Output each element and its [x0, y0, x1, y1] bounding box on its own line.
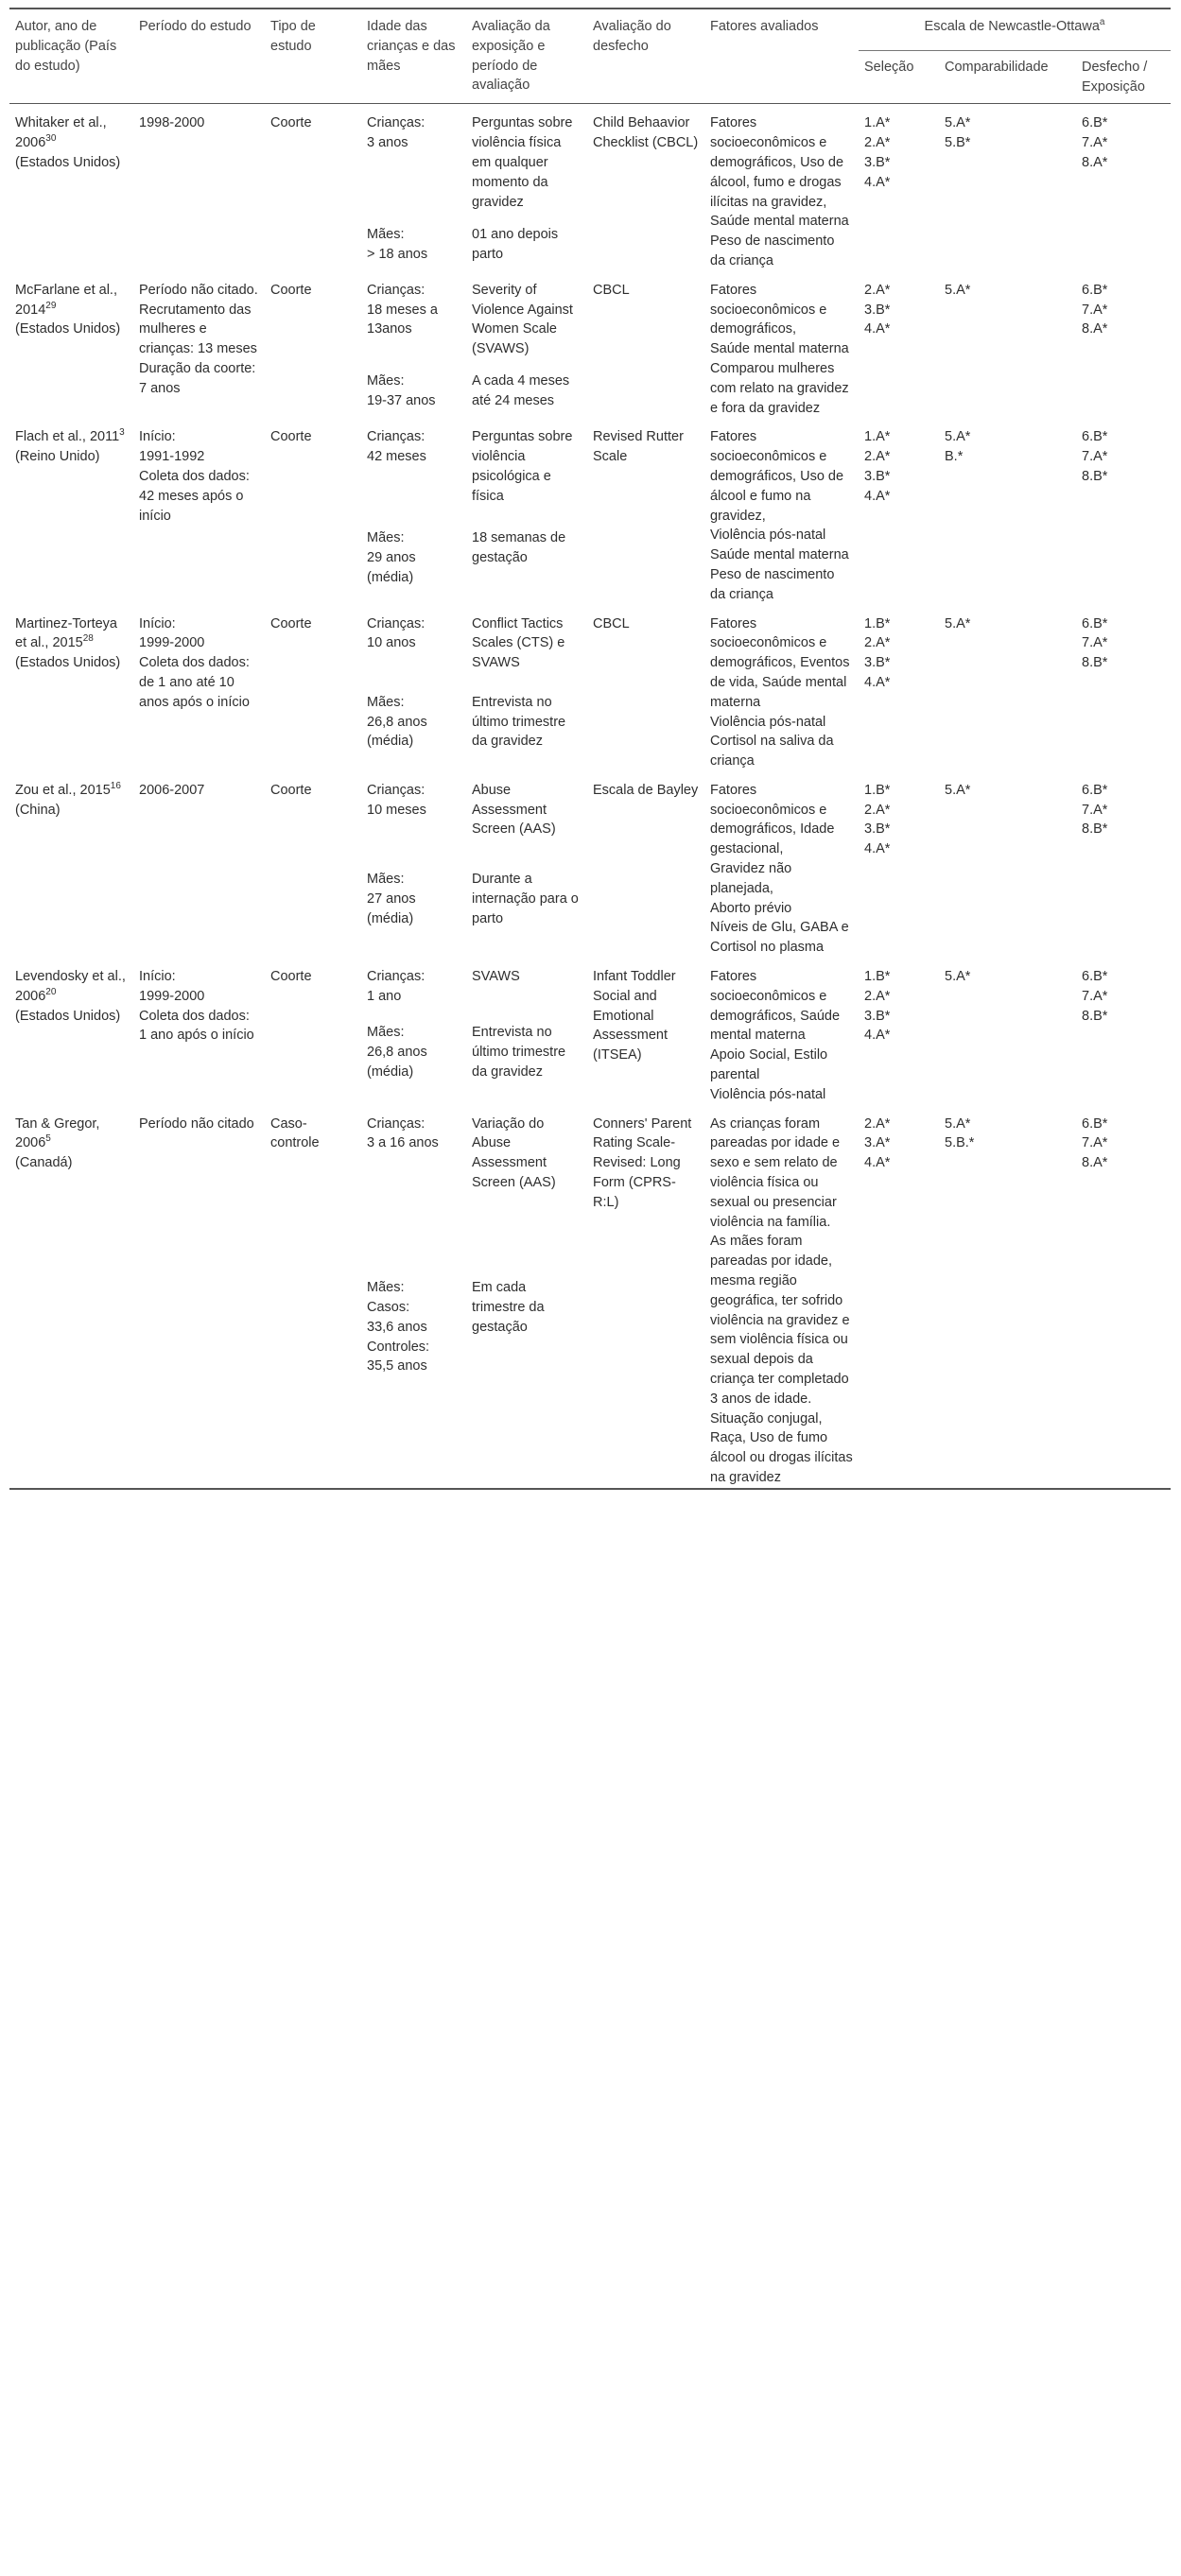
author-text: Whitaker et al., 2006: [15, 115, 107, 151]
cell-author: [9, 958, 133, 1105]
cell-exposure-children: Severity of Violence Against Women Scale (SVAWS): [472, 282, 573, 357]
cell-comparability: 5.A*: [945, 282, 971, 298]
header-comparability: Comparabilidade: [945, 59, 1049, 75]
newcastle-ottawa-table: [9, 8, 1171, 1490]
cell-exposure-children: Perguntas sobre violência psicológica e física: [472, 429, 573, 504]
header-scale-footnote-mark: a: [1099, 17, 1105, 28]
cell-outcome-exposure: 6.B* 7.A* 8.B*: [1082, 429, 1108, 484]
cell-comparability: 5.A*: [945, 615, 971, 631]
cell-mothers-age: Mães: Casos: 33,6 anos Controles: 35,5 anos: [361, 1278, 466, 1489]
cell-outcome: CBCL: [593, 615, 630, 631]
cell-outcome-exposure: 6.B* 7.A* 8.A*: [1082, 282, 1108, 337]
table-row: [9, 1105, 1171, 1279]
cell-period: Início: 1999-2000 Coleta dos dados: 1 ano após o início: [139, 969, 254, 1044]
header-author: Autor, ano de publicação (País do estudo): [9, 9, 133, 104]
reference-number: 5: [45, 1133, 51, 1145]
cell-period: Período não citado: [133, 1105, 265, 1489]
author-text: Levendosky et al., 2006: [15, 969, 126, 1004]
author-text: Flach et al., 2011: [15, 429, 120, 445]
cell-comparability: 5.A*: [945, 782, 971, 798]
author-country: (Estados Unidos): [15, 154, 121, 170]
cell-exposure-children: SVAWS: [472, 969, 520, 985]
header-exposure: Avaliação da exposição e período de avaliação: [466, 9, 587, 104]
cell-mothers-age: Mães: 26,8 anos (média): [367, 1025, 427, 1080]
cell-author: [9, 1105, 133, 1489]
author-text: Tan & Gregor, 2006: [15, 1115, 100, 1151]
author-text: McFarlane et al., 2014: [15, 282, 117, 318]
cell-study-type: Coorte: [270, 115, 312, 131]
cell-outcome: Conners' Parent Rating Scale-Revised: Long Form (CPRS-R:L): [587, 1105, 704, 1489]
cell-exposure-mothers: Durante a internação para o parto: [472, 872, 579, 926]
cell-factors: As crianças foram pareadas por idade e sexo e sem relato de violência física ou sexual ou presenciar violência na família. As mães foram pareadas por idade, mesma região geográfica, ter sofrido violência na gravidez e sem violência física ou sexual depois da criança ter completado 3 anos de idade. Situação conjugal, Raça, Uso de fumo álcool ou drogas ilícitas na gravidez: [704, 1105, 859, 1489]
reference-number: 3: [119, 427, 125, 439]
table-row: [9, 958, 1171, 1023]
cell-study-type: Coorte: [270, 615, 312, 631]
cell-mothers-age: Mães: 19-37 anos: [367, 372, 436, 408]
cell-children-age: Crianças: 1 ano: [367, 969, 426, 1004]
cell-period: 2006-2007: [139, 782, 205, 798]
cell-exposure-mothers: Entrevista no último trimestre da gravidez: [472, 1025, 566, 1080]
cell-factors: Fatores socioeconômicos e demográficos, Eventos de vida, Saúde mental materna Violência pós-natal Cortisol na saliva da criança: [710, 615, 850, 769]
cell-study-type: Coorte: [270, 429, 312, 445]
cell-exposure-mothers: 18 semanas de gestação: [472, 529, 566, 565]
cell-exposure-children: Perguntas sobre violência física em qualquer momento da gravidez: [472, 115, 573, 210]
cell-exposure-mothers: 01 ano depois parto: [472, 226, 559, 262]
header-scale-label: Escala de Newcastle-Ottawa: [924, 19, 1100, 34]
cell-period: 1998-2000: [139, 115, 205, 131]
cell-author: [9, 771, 133, 958]
cell-factors: Fatores socioeconômicos e demográficos, Uso de álcool e fumo na gravidez, Violência pós-natal Saúde mental materna Peso de nascimento da criança: [710, 429, 849, 602]
cell-selection: 2.A* 3.B* 4.A*: [864, 282, 891, 337]
author-country: (Estados Unidos): [15, 655, 121, 671]
cell-study-type: Caso-controle: [265, 1105, 361, 1489]
header-newcastle-ottawa-scale: [859, 9, 1171, 50]
header-outcome-exposure: Desfecho / Exposição: [1082, 59, 1148, 95]
reference-number: 29: [45, 300, 57, 311]
author-country: (China): [15, 802, 61, 818]
cell-exposure-mothers: Entrevista no último trimestre da gravidez: [472, 694, 566, 750]
header-outcome: Avaliação do desfecho: [587, 9, 704, 104]
author-country: (Estados Unidos): [15, 1008, 121, 1024]
table-row: [9, 771, 1171, 870]
author-country: (Reino Unido): [15, 449, 100, 465]
cell-exposure-mothers: Em cada trimestre da gestação: [466, 1278, 587, 1489]
cell-outcome: Revised Rutter Scale: [593, 429, 684, 465]
reference-number: 30: [45, 133, 57, 145]
table-row: [9, 605, 1171, 693]
cell-period: Início: 1999-2000 Coleta dos dados: de 1 ano até 10 anos após o início: [139, 615, 250, 710]
cell-mothers-age: Mães: > 18 anos: [367, 226, 428, 262]
cell-factors: Fatores socioeconômicos e demográficos, Saúde mental materna Comparou mulheres com relato na gravidez e fora da gravidez: [710, 282, 849, 416]
cell-period: Período não citado. Recrutamento das mulheres e crianças: 13 meses Duração da coorte: 7 anos: [139, 282, 258, 396]
author-country: (Canadá): [15, 1155, 73, 1171]
table-row: [9, 271, 1171, 372]
header-age: Idade das crianças e das mães: [361, 9, 466, 104]
cell-comparability: 5.A* 5.B*: [945, 115, 971, 151]
cell-outcome: Infant Toddler Social and Emotional Assessment (ITSEA): [593, 969, 676, 1063]
cell-selection: 1.B* 2.A* 3.B* 4.A*: [864, 782, 891, 857]
cell-factors: Fatores socioeconômicos e demográficos, Idade gestacional, Gravidez não planejada, Aborto prévio Níveis de Glu, GABA e Cortisol no plasma: [710, 782, 849, 956]
cell-comparability: 5.A*: [945, 969, 971, 985]
cell-selection: 2.A* 3.A* 4.A*: [859, 1105, 939, 1489]
cell-exposure-children: Variação do Abuse Assessment Screen (AAS): [472, 1115, 556, 1191]
reference-number: 20: [45, 987, 57, 998]
cell-selection: 1.B* 2.A* 3.B* 4.A*: [864, 969, 891, 1044]
cell-children-age: Crianças: 10 meses: [367, 782, 426, 818]
header-period: Período do estudo: [133, 9, 265, 104]
table-row: [9, 104, 1171, 225]
cell-period: Início: 1991-1992 Coleta dos dados: 42 meses após o início: [139, 429, 250, 524]
cell-outcome-exposure: 6.B* 7.A* 8.A*: [1082, 115, 1108, 170]
cell-study-type: Coorte: [270, 282, 312, 298]
reference-number: 28: [82, 633, 94, 645]
cell-author: [9, 271, 133, 419]
cell-outcome: Escala de Bayley: [593, 782, 699, 798]
author-text: Martinez-Torteya et al., 2015: [15, 615, 117, 651]
cell-outcome: Child Behaavior Checklist (CBCL): [593, 115, 699, 151]
cell-selection: 1.B* 2.A* 3.B* 4.A*: [864, 615, 891, 690]
cell-factors: Fatores socioeconômicos e demográficos, Saúde mental materna Apoio Social, Estilo parental Violência pós-natal: [710, 969, 841, 1102]
author-text: Zou et al., 2015: [15, 782, 111, 798]
cell-outcome-exposure: 6.B* 7.A* 8.B*: [1082, 615, 1108, 671]
cell-outcome-exposure: 6.B* 7.A* 8.B*: [1082, 782, 1108, 838]
cell-study-type: Coorte: [270, 782, 312, 798]
table-body: [9, 104, 1171, 1489]
table-row: [9, 418, 1171, 528]
cell-exposure-children: Conflict Tactics Scales (CTS) e SVAWS: [472, 615, 565, 671]
cell-study-type: Coorte: [270, 969, 312, 985]
cell-author: [9, 605, 133, 771]
cell-mothers-age: Mães: 27 anos (média): [367, 872, 416, 926]
cell-outcome-exposure: 6.B* 7.A* 8.A*: [1076, 1105, 1171, 1489]
cell-children-age: Crianças: 10 anos: [367, 615, 426, 651]
author-country: (Estados Unidos): [15, 321, 121, 337]
cell-factors: Fatores socioeconômicos e demográficos, Uso de álcool, fumo e drogas ilícitas na gravidez, Saúde mental materna Peso de nascimento da criança: [710, 115, 849, 268]
cell-outcome-exposure: 6.B* 7.A* 8.B*: [1082, 969, 1108, 1024]
cell-children-age: Crianças: 3 a 16 anos: [367, 1115, 439, 1151]
cell-selection: 1.A* 2.A* 3.B* 4.A*: [864, 115, 891, 190]
cell-selection: 1.A* 2.A* 3.B* 4.A*: [864, 429, 891, 504]
header-selection: Seleção: [864, 59, 914, 75]
header-study-type: Tipo de estudo: [265, 9, 361, 104]
header-factors: Fatores avaliados: [704, 9, 859, 104]
cell-author: [9, 104, 133, 271]
cell-exposure-mothers: A cada 4 meses até 24 meses: [472, 372, 570, 408]
cell-children-age: Crianças: 18 meses a 13anos: [367, 282, 438, 337]
cell-children-age: Crianças: 3 anos: [367, 115, 426, 151]
cell-mothers-age: Mães: 26,8 anos (média): [367, 694, 427, 750]
table-header: [9, 9, 1171, 104]
cell-author: [9, 418, 133, 604]
cell-comparability: 5.A* 5.B.*: [939, 1105, 1076, 1489]
cell-comparability: 5.A* B.*: [945, 429, 971, 465]
cell-children-age: Crianças: 42 meses: [367, 429, 426, 465]
reference-number: 16: [110, 781, 121, 792]
cell-mothers-age: Mães: 29 anos (média): [367, 529, 416, 585]
cell-exposure-children: Abuse Assessment Screen (AAS): [472, 782, 556, 838]
cell-outcome: CBCL: [593, 282, 630, 298]
